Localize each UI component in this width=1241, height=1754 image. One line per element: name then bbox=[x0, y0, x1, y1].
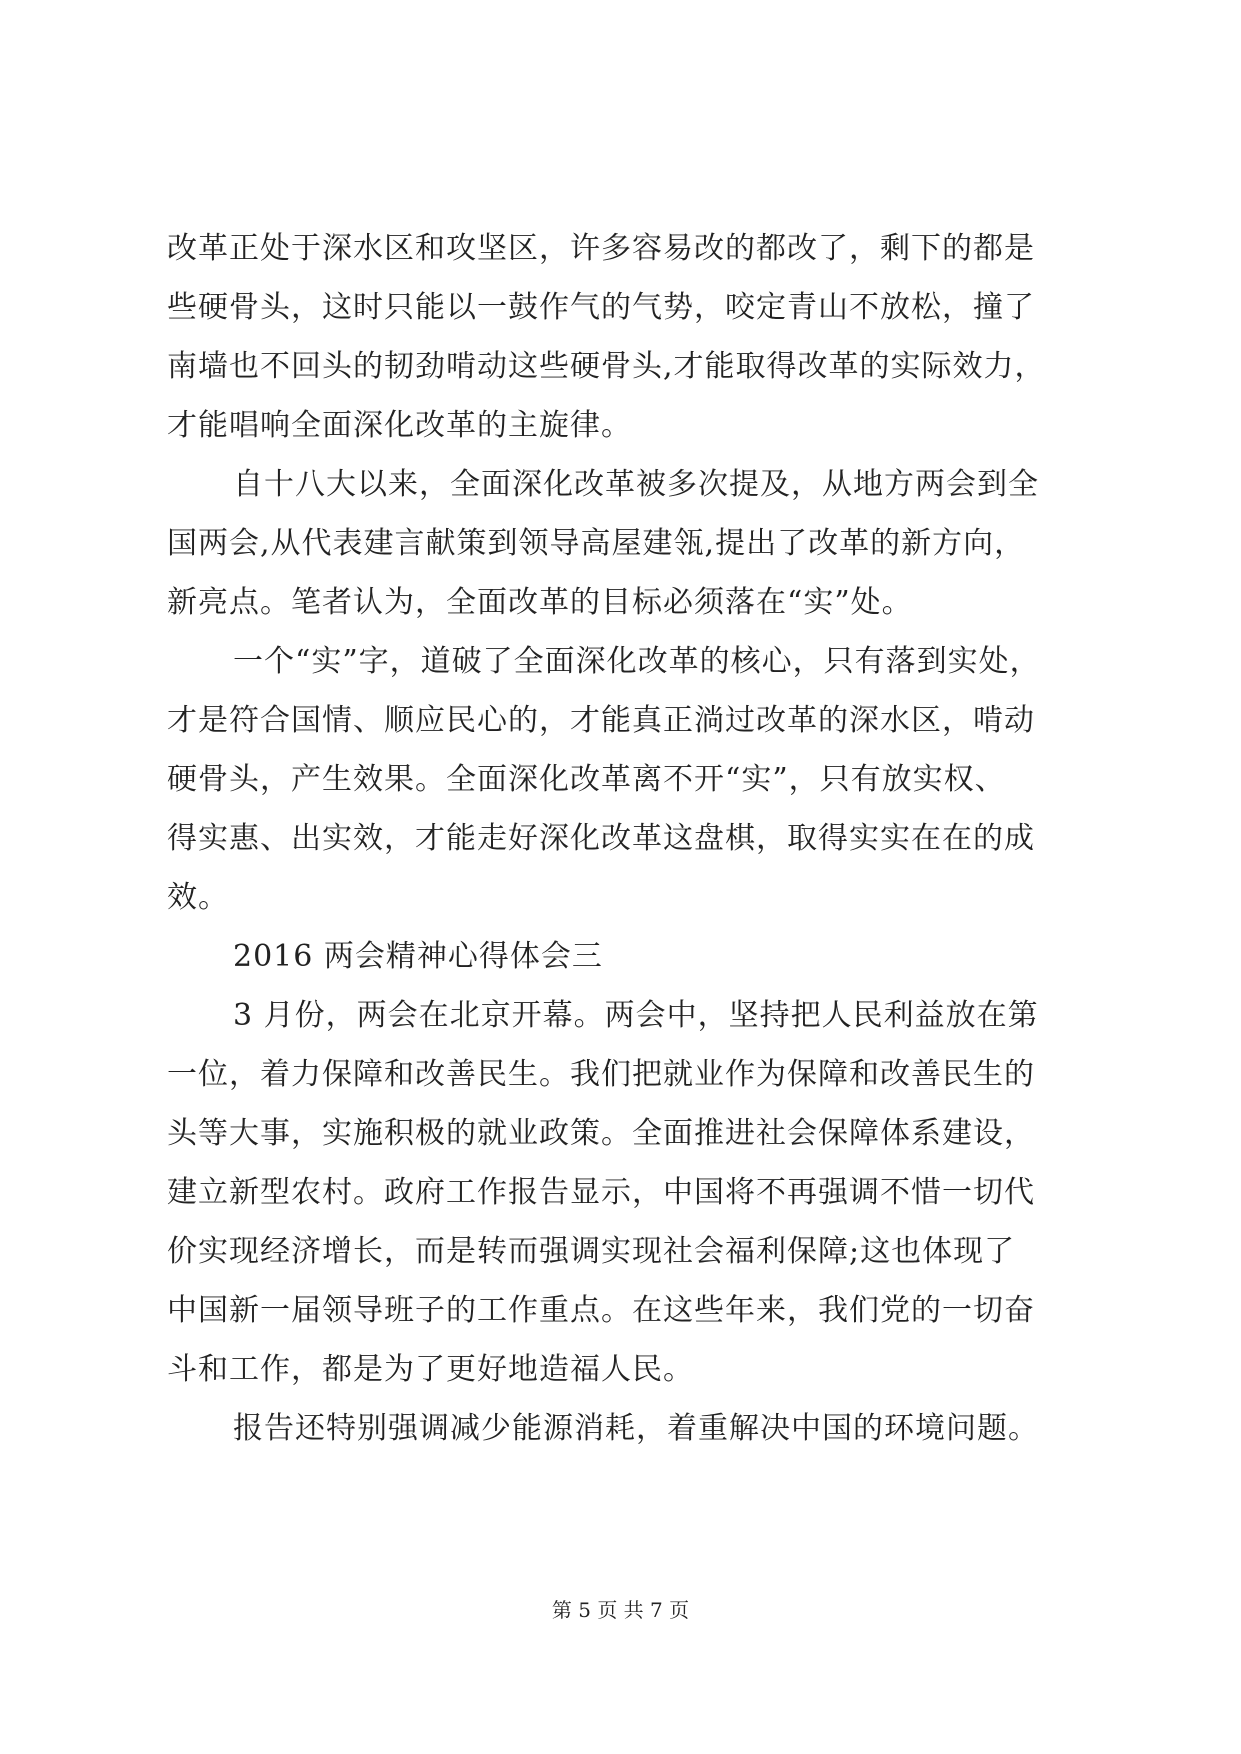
text-line: 中国新一届领导班子的工作重点。在这些年来，我们党的一切奋 bbox=[167, 1293, 1035, 1328]
text-line: 一个“实”字，道破了全面深化改革的核心，只有落到实处， bbox=[233, 644, 1041, 679]
text-line: 硬骨头，产生效果。全面深化改革离不开“实”，只有放实权、 bbox=[167, 762, 1006, 797]
text-line: 新亮点。笔者认为，全面改革的目标必须落在“实”处。 bbox=[167, 585, 913, 620]
text-line: 自十八大以来，全面深化改革被多次提及，从地方两会到全 bbox=[233, 467, 1039, 502]
text-line: 才能唱响全面深化改革的主旋律。 bbox=[167, 408, 632, 443]
text-line: 头等大事，实施积极的就业政策。全面推进社会保障体系建设， bbox=[167, 1116, 1035, 1151]
text-line: 建立新型农村。政府工作报告显示，中国将不再强调不惜一切代 bbox=[167, 1175, 1035, 1210]
text-line: 得实惠、出实效，才能走好深化改革这盘棋，取得实实在在的成 bbox=[167, 821, 1035, 856]
text-line: 斗和工作，都是为了更好地造福人民。 bbox=[167, 1352, 694, 1387]
text-line: 国两会,从代表建言献策到领导高屋建瓴,提出了改革的新方向， bbox=[167, 526, 1026, 561]
text-line: 报告还特别强调减少能源消耗，着重解决中国的环境问题。 bbox=[233, 1411, 1039, 1446]
text-line: 3 月份，两会在北京开幕。两会中，坚持把人民利益放在第 bbox=[233, 998, 1039, 1033]
text-line: 一位，着力保障和改善民生。我们把就业作为保障和改善民生的 bbox=[167, 1057, 1035, 1092]
page-number-footer: 第 5 页 共 7 页 bbox=[551, 1598, 690, 1622]
document-body bbox=[167, 233, 1067, 1472]
text-line: 才是符合国情、顺应民心的，才能真正淌过改革的深水区，啃动 bbox=[167, 703, 1035, 738]
section-heading: 2016 两会精神心得体会三 bbox=[233, 939, 603, 974]
text-line: 效。 bbox=[167, 880, 229, 915]
text-line: 价实现经济增长，而是转而强调实现社会福利保障;这也体现了 bbox=[167, 1234, 1016, 1269]
text-line: 改革正处于深水区和攻坚区，许多容易改的都改了，剩下的都是 bbox=[167, 231, 1035, 266]
text-line: 南墙也不回头的韧劲啃动这些硬骨头,才能取得改革的实际效力， bbox=[167, 349, 1046, 384]
text-line: 些硬骨头，这时只能以一鼓作气的气势，咬定青山不放松，撞了 bbox=[167, 290, 1035, 325]
